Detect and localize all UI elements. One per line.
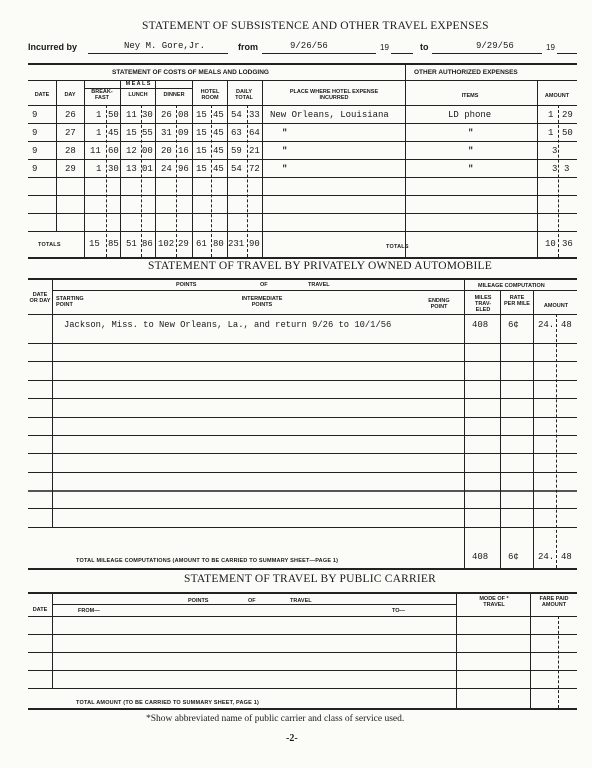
- lunch-cents: 01: [142, 164, 153, 174]
- hdr-mileage-computation: MILEAGE COMPUTATION: [478, 283, 545, 289]
- total-miles: 408: [472, 552, 489, 562]
- year-prefix-1: 19: [380, 43, 389, 52]
- hotel-dollars: 15: [196, 164, 207, 174]
- lunch-cents: 30: [142, 110, 153, 120]
- hotel-dollars: 15: [196, 128, 207, 138]
- hotel-dollars: 15: [196, 110, 207, 120]
- row-day: 29: [65, 164, 76, 174]
- dinner-cents: 96: [178, 164, 189, 174]
- total-mileage-label: TOTAL MILEAGE COMPUTATIONS (AMOUNT TO BE CARRIED TO SUMMARY SHEET—PAGE 1): [76, 558, 339, 564]
- total-lunch-cents: 86: [142, 239, 153, 249]
- col-date: DATE: [34, 92, 50, 98]
- amount-cents: 48: [561, 320, 572, 330]
- amount-dollars: 3: [552, 146, 558, 156]
- amount-dollars: 1: [548, 128, 554, 138]
- row-date: 9: [32, 146, 38, 156]
- total-amount-cents: 36: [562, 239, 573, 249]
- row-day: 28: [65, 146, 76, 156]
- row-item: ": [468, 128, 474, 138]
- col-miles-traveled: MILES TRAV-ELED: [474, 295, 492, 313]
- daily-cents: 64: [249, 128, 260, 138]
- total-daily-dollars: 231: [228, 239, 245, 249]
- lunch-cents: 55: [142, 128, 153, 138]
- auto-section-title: STATEMENT OF TRAVEL BY PRIVATELY OWNED AUTOMOBILE: [148, 260, 493, 272]
- incurred-by-value: Ney M. Gore,Jr.: [124, 41, 206, 51]
- col-daily-total: DAILY TOTAL: [235, 89, 253, 101]
- breakfast-dollars: 1: [96, 110, 102, 120]
- row-item: LD phone: [448, 110, 492, 120]
- row-place: ": [282, 146, 288, 156]
- col-place: PLACE WHERE HOTEL EXPENSE INCURRED: [289, 89, 379, 101]
- total-amount-dollars: 24.: [538, 552, 555, 562]
- amount-dollars: 1: [548, 110, 554, 120]
- col-dinner: DINNER: [163, 92, 185, 98]
- hdr-points: POINTS: [188, 598, 209, 604]
- hotel-cents: 45: [213, 164, 224, 174]
- row-item: ": [468, 146, 474, 156]
- col-amount: AMOUNT: [543, 303, 569, 309]
- row-date: 9: [32, 110, 38, 120]
- page-number: -2-: [286, 733, 298, 744]
- col-fare-paid-amount: FARE PAID AMOUNT: [539, 596, 569, 608]
- hotel-cents: 45: [213, 146, 224, 156]
- breakfast-cents: 30: [108, 164, 119, 174]
- daily-cents: 33: [249, 110, 260, 120]
- breakfast-cents: 45: [108, 128, 119, 138]
- col-breakfast: BREAK-FAST: [91, 89, 113, 101]
- other-expenses-title: OTHER AUTHORIZED EXPENSES: [414, 69, 518, 76]
- daily-cents: 72: [249, 164, 260, 174]
- lunch-dollars: 13: [126, 164, 137, 174]
- breakfast-cents: 50: [108, 110, 119, 120]
- totals-label: TOTALS: [38, 242, 61, 248]
- miles-traveled: 408: [472, 320, 489, 330]
- dinner-dollars: 31: [161, 128, 172, 138]
- to-label: to: [420, 42, 429, 52]
- hdr-travel: TRAVEL: [308, 282, 330, 288]
- from-label: from: [238, 42, 258, 52]
- year-prefix-2: 19: [546, 43, 555, 52]
- lunch-dollars: 12: [126, 146, 137, 156]
- dinner-dollars: 20: [161, 146, 172, 156]
- daily-dollars: 63: [231, 128, 242, 138]
- total-amount-cents: 48: [561, 552, 572, 562]
- carrier-section-title: STATEMENT OF TRAVEL BY PUBLIC CARRIER: [184, 573, 436, 585]
- page-title: STATEMENT OF SUBSISTENCE AND OTHER TRAVEL EXPENSES: [142, 20, 489, 32]
- col-lunch: LUNCH: [128, 92, 148, 98]
- col-intermediate-points: INTERMEDIATE POINTS: [241, 296, 283, 308]
- total-amount-label: TOTAL AMOUNT (TO BE CARRIED TO SUMMARY SHEET, PAGE 1): [76, 700, 260, 706]
- col-rate-per-mile: RATE PER MILE: [504, 295, 530, 307]
- hdr-points: POINTS: [176, 282, 197, 288]
- amount-cents: 50: [562, 128, 573, 138]
- row-item: ": [468, 164, 474, 174]
- dinner-cents: 16: [178, 146, 189, 156]
- row-day: 27: [65, 128, 76, 138]
- hdr-of: OF: [260, 282, 268, 288]
- col-from: FROM—: [78, 608, 100, 614]
- total-rate: 6¢: [508, 552, 519, 562]
- col-date: DATE: [32, 607, 48, 613]
- row-place: New Orleans, Louisiana: [270, 110, 389, 120]
- breakfast-dollars: 11: [90, 146, 101, 156]
- daily-cents: 21: [249, 146, 260, 156]
- lunch-cents: 00: [142, 146, 153, 156]
- total-lunch-dollars: 51: [126, 239, 137, 249]
- col-ending-point: ENDING POINT: [428, 298, 450, 310]
- row-date: 9: [32, 128, 38, 138]
- col-mode-of-travel: MODE OF * TRAVEL: [479, 596, 509, 608]
- amount-dollars: 24.: [538, 320, 555, 330]
- trip-description: Jackson, Miss. to New Orleans, La., and return 9/26 to 10/1/56: [64, 320, 392, 330]
- daily-dollars: 59: [231, 146, 242, 156]
- dinner-cents: 09: [178, 128, 189, 138]
- col-amount: AMOUNT: [544, 93, 570, 99]
- breakfast-dollars: 1: [96, 164, 102, 174]
- amount-cents: 3: [564, 164, 570, 174]
- col-day: DAY: [64, 92, 76, 98]
- col-hotel-room: HOTEL ROOM: [200, 89, 220, 101]
- hotel-cents: 45: [213, 128, 224, 138]
- other-totals-label: TOTALS: [386, 244, 409, 250]
- total-daily-cents: 90: [249, 239, 260, 249]
- total-breakfast-cents: 85: [108, 239, 119, 249]
- row-date: 9: [32, 164, 38, 174]
- dinner-dollars: 24: [161, 164, 172, 174]
- lunch-dollars: 15: [126, 128, 137, 138]
- total-breakfast-dollars: 15: [89, 239, 100, 249]
- dinner-dollars: 26: [161, 110, 172, 120]
- breakfast-dollars: 1: [96, 128, 102, 138]
- from-date: 9/26/56: [290, 41, 328, 51]
- daily-dollars: 54: [231, 110, 242, 120]
- amount-dollars: 3: [552, 164, 558, 174]
- row-day: 26: [65, 110, 76, 120]
- total-dinner-dollars: 102: [158, 239, 175, 249]
- total-hotel-cents: 80: [213, 239, 224, 249]
- hdr-of: OF: [248, 598, 256, 604]
- total-dinner-cents: 29: [178, 239, 189, 249]
- hotel-dollars: 15: [196, 146, 207, 156]
- incurred-by-label: Incurred by: [28, 42, 78, 52]
- row-place: ": [282, 128, 288, 138]
- hdr-travel: TRAVEL: [290, 598, 312, 604]
- amount-cents: 29: [562, 110, 573, 120]
- col-items: ITEMS: [461, 93, 479, 99]
- meals-section-title: STATEMENT OF COSTS OF MEALS AND LODGING: [112, 69, 269, 76]
- dinner-cents: 08: [178, 110, 189, 120]
- hotel-cents: 45: [213, 110, 224, 120]
- footnote: *Show abbreviated name of public carrier and class of service used.: [146, 714, 405, 724]
- to-date: 9/29/56: [476, 41, 514, 51]
- row-place: ": [282, 164, 288, 174]
- col-to: TO—: [392, 608, 406, 614]
- breakfast-cents: 60: [108, 146, 119, 156]
- meals-group-label: M E A L S: [125, 81, 151, 87]
- total-amount-dollars: 10: [545, 239, 556, 249]
- col-date-or-day: DATE OR DAY: [29, 292, 51, 304]
- total-hotel-dollars: 61: [196, 239, 207, 249]
- rate-per-mile: 6¢: [508, 320, 519, 330]
- lunch-dollars: 11: [126, 110, 137, 120]
- col-starting-point: STARTING POINT: [56, 296, 84, 308]
- daily-dollars: 54: [231, 164, 242, 174]
